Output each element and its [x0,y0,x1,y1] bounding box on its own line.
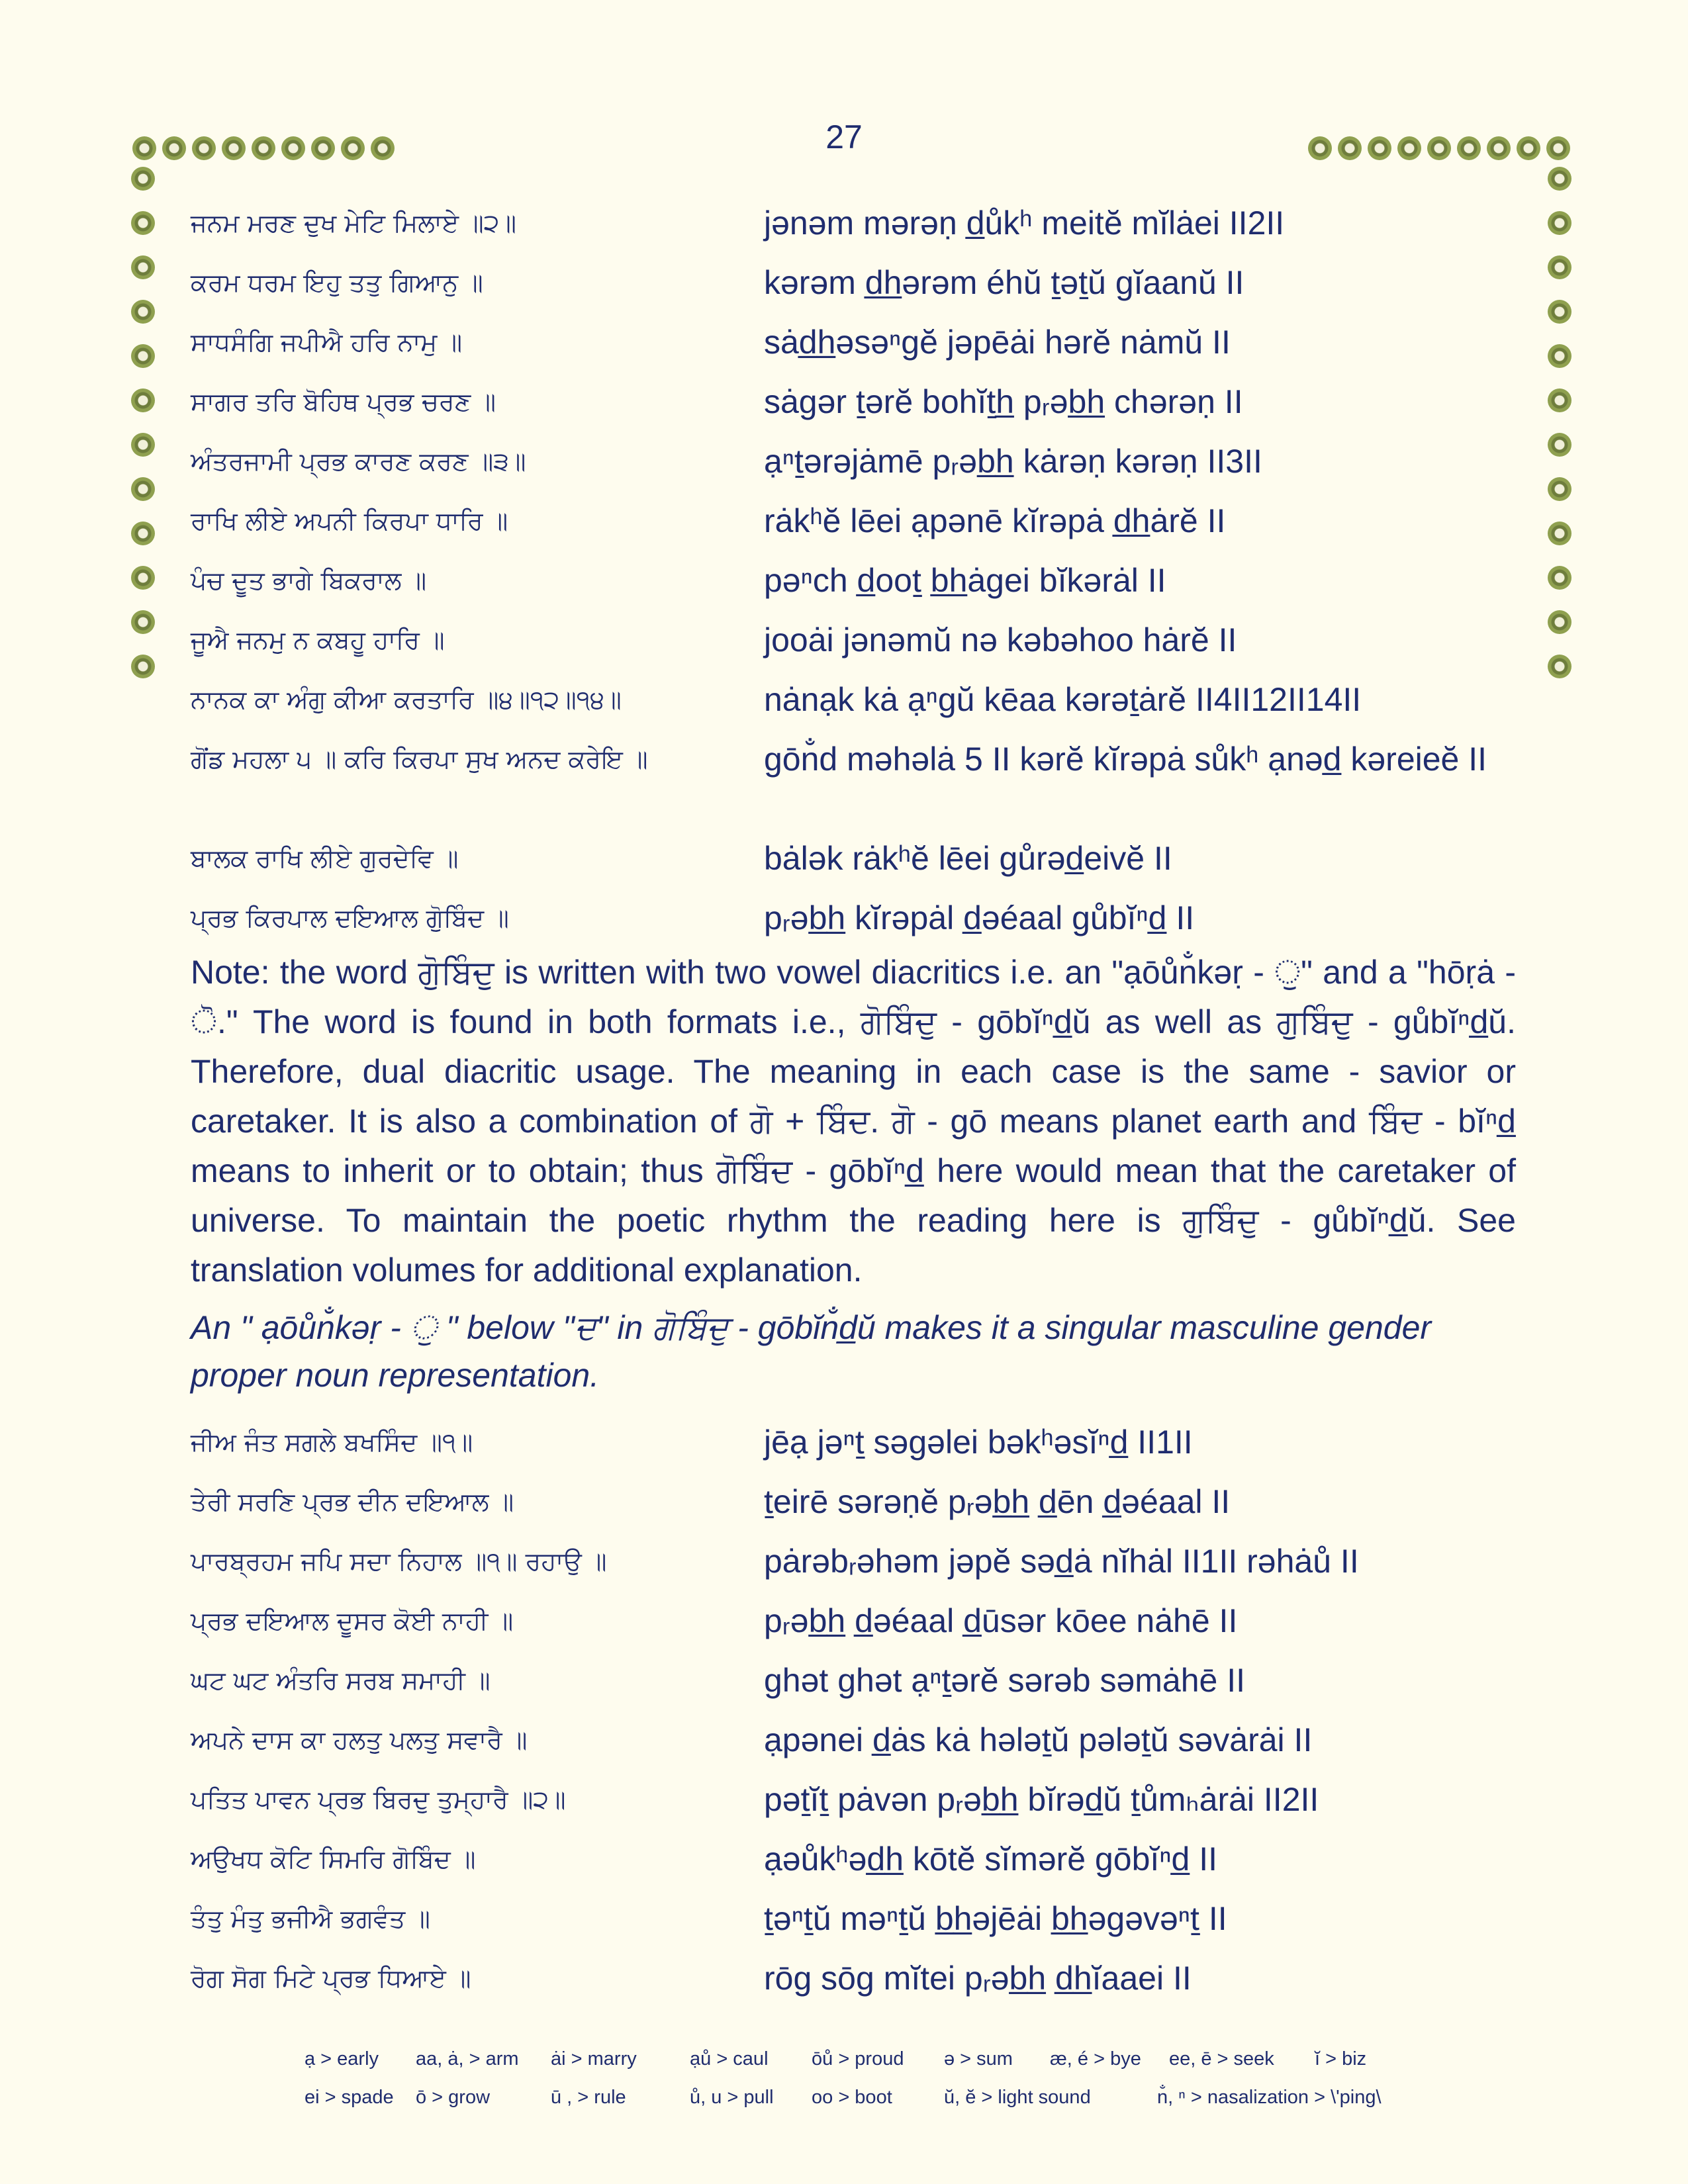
transliteration-line: nȧnạk kȧ ạⁿgŭ kēaa kərəṯȧrĕ II4II12II14II [764,681,1362,718]
verse-row [191,1770,1528,1829]
verse-row [191,551,1528,610]
gurmukhi-line: ਜੀਅ ਜੰਤ ਸਗਲੇ ਬਖਸਿੰਦ ॥੧॥ [191,1428,473,1457]
flower-icon [131,610,155,634]
gurmukhi-line: ਬਾਲਕ ਰਾਖਿ ਲੀਏ ਗੁਰਦੇਵਿ ॥ [191,844,459,873]
flower-icon [1548,344,1571,368]
flower-icon [131,300,155,324]
transliteration-line: ạpənei d̲ȧs kȧ hələṯŭ pələṯŭ səvȧrȧi II [764,1721,1313,1758]
verse-row [191,253,1528,312]
gurmukhi-line: ਤੰਤੁ ਮੰਤੁ ਭਜੀਐ ਭਗਵੰਤ ॥ [191,1904,430,1933]
flower-icon [162,136,186,160]
gurmukhi-line: ਪ੍ਰਭ ਦਇਆਲ ਦੂਸਰ ਕੋਈ ਨਾਹੀ ॥ [191,1606,514,1635]
flower-icon [1548,211,1571,235]
flower-border-top-right [1308,136,1570,160]
flower-icon [1308,136,1332,160]
flower-icon [132,136,156,160]
gurmukhi-line: ਤੇਰੀ ਸਰਣਿ ਪ੍ਰਭ ਦੀਨ ਦਇਆਲ ॥ [191,1487,514,1516]
flower-icon [1548,300,1571,324]
note-paragraph: Note: the word ਗੁੋਬਿੰਦੁ is written with two vowel diacritics i.e. an "ạōůn̐kəṛ - ੁ" and a "hōṛȧ - ੋ." The word is found in both formats i.e., ਗੋਬਿੰਦੁ - gōbĭⁿd̲ŭ as well as ਗੁਬਿੰਦੁ - gůbĭⁿd̲ŭ. Therefore, dual diacritic usage. The meaning in each case is the same - savior or caretaker. It is also a combination of ਗੋ + ਬਿੰਦ. ਗੋ - gō means planet earth and ਬਿੰਦ - bĭⁿd̲ means to inherit or to obtain; thus ਗੋਬਿੰਦ - gōbĭⁿd̲ here would mean that the caretaker of universe. To maintain the poetic rhythm the reading here is ਗੁਬਿੰਦੁ - gůbĭⁿd̲ŭ. See translation volumes for additional explanation. [191,954,1516,1289]
flower-icon [1548,610,1571,634]
transliteration-line: pəṯĭṯ pȧvən pᵣəb̲h̲ bĭrəd̲ŭ ṯůmₕȧrȧi II2II [764,1781,1319,1818]
transliteration-line: sȧgər ṯərĕ bohĭṯh̲ pᵣəb̲h̲ chərəṇ II [764,383,1243,420]
gurmukhi-line: ਰਾਖਿ ਲੀਏ ਅਪਨੀ ਕਿਰਪਾ ਧਾਰਿ ॥ [191,506,508,535]
verse-row [191,1531,1528,1591]
legend-item: n̐, ⁿ > nasalization > \'ping\ [1157,2086,1382,2108]
verse-row [191,1710,1528,1770]
flower-icon [371,136,395,160]
flower-icon [1397,136,1421,160]
transliteration-line: ṯəⁿṯŭ məⁿṯŭ b̲h̲əjēȧi b̲h̲əgəvəⁿṯ II [764,1900,1227,1937]
gurmukhi-line: ਗੋਂਡ ਮਹਲਾ ੫ ॥ ਕਰਿ ਕਿਰਪਾ ਸੁਖ ਅਨਦ ਕਰੇਇ ॥ [191,745,648,774]
flower-icon [1338,136,1362,160]
gurmukhi-line: ਰੋਗ ਸੋਗ ਮਿਟੇ ਪ੍ਰਭ ਧਿਆਏ ॥ [191,1964,471,1993]
transliteration-line: ṯeirē sərəṇĕ pᵣəb̲h̲ d̲ēn d̲əéaal II [764,1483,1231,1520]
flower-border-right [1548,167,1571,678]
flower-icon [1548,433,1571,457]
gurmukhi-line: ਅਉਖਧ ਕੋਟਿ ਸਿਮਰਿ ਗੋਬਿੰਦ ॥ [191,1844,476,1874]
flower-icon [1517,136,1540,160]
gurmukhi-line: ਕਰਮ ਧਰਮ ਇਹੁ ਤਤੁ ਗਿਆਨੁ ॥ [191,268,483,297]
transliteration-line: pᵣəb̲h̲ d̲əéaal d̲ūsər kōee nȧhē II [764,1602,1238,1639]
gurmukhi-line: ਅੰਤਰਜਾਮੀ ਪ੍ਰਭ ਕਾਰਣ ਕਰਣ ॥੩॥ [191,447,526,476]
verse-row [191,610,1528,670]
gurmukhi-line: ਅਪਨੇ ਦਾਸ ਕਾ ਹਲਤੁ ਪਲਤੁ ਸਵਾਰੈ ॥ [191,1725,528,1754]
verse-row [191,670,1528,729]
flower-icon [131,477,155,501]
flower-icon [1548,255,1571,279]
flower-icon [1457,136,1481,160]
flower-icon [1546,136,1570,160]
legend-item: ō > grow [416,2086,491,2108]
legend-row [305,2078,1536,2116]
gurmukhi-line: ਘਟ ਘਟ ਅੰਤਰਿ ਸਰਬ ਸਮਾਹੀ ॥ [191,1666,491,1695]
flower-icon [1548,522,1571,545]
verse-row [191,888,1528,948]
flower-icon [1368,136,1391,160]
flower-icon [222,136,246,160]
flower-icon [1548,477,1571,501]
legend-item: ei > spade [305,2086,394,2108]
legend-item: æ, é > bye [1050,2048,1141,2070]
flower-icon [1548,167,1571,191]
flower-icon [131,566,155,590]
flower-border-top-left [132,136,395,160]
transliteration-line: pᵣəb̲h̲ kĭrəpȧl d̲əéaal gůbĭⁿd̲ II [764,899,1195,936]
legend-item: aa, ȧ, > arm [416,2048,519,2070]
flower-icon [1548,388,1571,412]
gurmukhi-line: ਪ੍ਰਭ ਕਿਰਪਾਲ ਦਇਆਲ ਗੁੋਬਿੰਦ ॥ [191,903,509,933]
flower-icon [131,167,155,191]
legend-item: ů, u > pull [690,2086,774,2108]
flower-icon [131,655,155,678]
gurmukhi-line: ਜੂਐ ਜਨਮੁ ਨ ਕਬਹੂ ਹਾਰਿ ॥ [191,625,445,655]
flower-icon [131,255,155,279]
transliteration-line: sȧd̲h̲əsəⁿgĕ jəpēȧi hərĕ nȧmŭ II [764,324,1231,361]
verse-row [191,1651,1528,1710]
transliteration-line: gōn̐d məhəlȧ 5 II kərĕ kĭrəpȧ sůkʰ ạnəd̲ kəreieĕ II [764,741,1487,778]
gurmukhi-line: ਜਨਮ ਮਰਣ ਦੁਖ ਮੇਟਿ ਮਿਲਾਏ ॥੨॥ [191,208,517,238]
verse-row [191,829,1528,888]
flower-border-left [131,167,155,678]
flower-icon [131,211,155,235]
verse-block-top [191,193,1528,948]
pronunciation-legend [305,2040,1536,2116]
legend-item: ee, ē > seek [1169,2048,1274,2070]
verse-row [191,1412,1528,1472]
gurmukhi-line: ਪਾਰਬ੍ਰਹਮ ਜਪਿ ਸਦਾ ਨਿਹਾਲ ॥੧॥ ਰਹਾਉ ॥ [191,1547,607,1576]
legend-row [305,2040,1536,2078]
verse-row [191,312,1528,372]
gurmukhi-line: ਸਾਧਸੰਗਿ ਜਪੀਐ ਹਰਿ ਨਾਮੁ ॥ [191,328,463,357]
transliteration-line: rōg sōg mĭtei pᵣəb̲h̲ d̲h̲ĭaaei II [764,1960,1192,1997]
flower-icon [192,136,216,160]
verse-row [191,491,1528,551]
transliteration-line: kərəm d̲h̲ərəm éhŭ ṯəṯŭ gĭaanŭ II [764,264,1244,301]
verse-row [191,1829,1528,1889]
flower-icon [1427,136,1451,160]
transliteration-line: jēạ jəⁿṯ səgəlei bəkʰəsĭⁿd̲ II1II [764,1424,1193,1461]
flower-icon [131,344,155,368]
verse-row [191,1948,1528,2008]
flower-icon [131,388,155,412]
gurmukhi-line: ਪੰਚ ਦੂਤ ਭਾਗੇ ਬਿਕਰਾਲ ॥ [191,566,427,595]
verse-row [191,1889,1528,1948]
page-number: 27 [825,118,863,156]
verse-row [191,1591,1528,1651]
flower-icon [131,522,155,545]
flower-icon [252,136,275,160]
transliteration-line: rȧkʰĕ lēei ạpənē kĭrəpȧ d̲h̲ȧrĕ II [764,502,1226,539]
gurmukhi-line: ਸਾਗਰ ਤਰਿ ਬੋਹਿਥ ਪ੍ਰਭ ਚਰਣ ॥ [191,387,496,416]
verse-row [191,729,1528,829]
legend-item: ū , > rule [551,2086,626,2108]
transliteration-line: jənəm mərəṇ d̲ůkʰ meitĕ mĭlȧei II2II [764,205,1285,242]
verse-row [191,1472,1528,1531]
gurmukhi-line: ਪਤਿਤ ਪਾਵਨ ਪ੍ਰਭ ਬਿਰਦੁ ਤੁਮ੍ਹਾਰੈ ॥੨॥ [191,1785,566,1814]
flower-icon [1548,655,1571,678]
flower-icon [1487,136,1511,160]
transliteration-line: pȧrəbᵣəhəm jəpĕ səd̲ȧ nĭhȧl II1II rəhȧů II [764,1543,1359,1580]
legend-item: ȧi > marry [551,2048,637,2070]
transliteration-line: jooȧi jənəmŭ nə kəbəhoo hȧrĕ II [764,621,1237,659]
legend-item: ə > sum [944,2048,1013,2070]
verse-row [191,432,1528,491]
verse-row [191,193,1528,253]
legend-item: oo > boot [812,2086,892,2108]
flower-icon [1548,566,1571,590]
note-italic-paragraph: An " ạōůn̐kəṛ - ੁ " below "ਦ" in ਗੋਬਿੰਦੁ - gōbĭn̐d̲ŭ makes it a singular masculine gender proper noun representation. [191,1309,1432,1394]
verse-block-bottom [191,1412,1528,2008]
transliteration-line: ạəůkʰəd̲h̲ kōtĕ sĭmərĕ gōbĭⁿd̲ II [764,1841,1218,1878]
flower-icon [281,136,305,160]
verse-row [191,372,1528,432]
flower-icon [311,136,335,160]
legend-item: ạ > early [305,2048,379,2070]
flower-icon [341,136,365,160]
legend-item: ĭ > biz [1315,2048,1367,2070]
transliteration-line: bȧlək rȧkʰĕ lēei gůrəd̲eivĕ II [764,840,1172,877]
legend-item: ŭ, ĕ > light sound [944,2086,1091,2108]
legend-item: ạů > caul [690,2048,769,2070]
transliteration-line: pəⁿch d̲ooṯ b̲h̲ȧgei bĭkərȧl II [764,562,1166,599]
gurmukhi-line: ਨਾਨਕ ਕਾ ਅੰਗੁ ਕੀਆ ਕਰਤਾਰਿ ॥੪॥੧੨॥੧੪॥ [191,685,622,714]
legend-item: ōů > proud [812,2048,904,2070]
transliteration-line: ghət ghət ạⁿṯərĕ sərəb səmȧhē II [764,1662,1246,1699]
flower-icon [131,433,155,457]
transliteration-line: ạⁿṯərəjȧmē pᵣəb̲h̲ kȧrəṇ kərəṇ II3II [764,443,1262,480]
